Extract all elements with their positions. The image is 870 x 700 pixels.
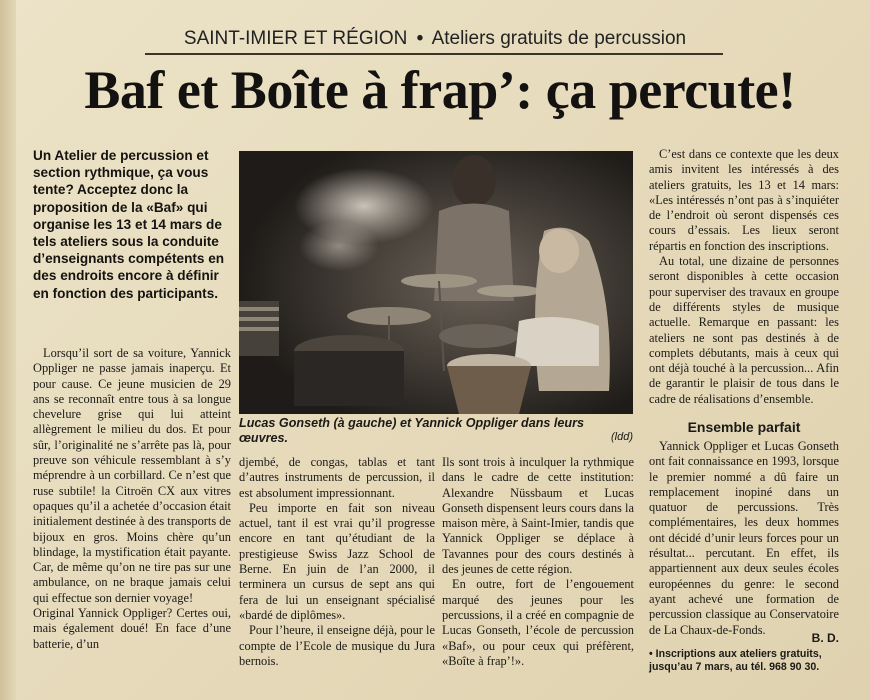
- col2-paragraph-2: Peu importe en fait son niveau actuel, tant il est vrai qu’il progresse encore en tant qu’étudiant de la prestigieuse Swiss Jazz School de Berne. En juin de l’an 2000, il terminera un cursus de sept ans qui fera de lui un enseignant spécialisé «bardé de diplômes».: [239, 500, 435, 622]
- photo-caption: Lucas Gonseth (à gauche) et Yannick Oppliger dans leurs œuvres.: [239, 416, 585, 445]
- page-edge: [0, 0, 16, 700]
- col4-paragraph-3: Yannick Oppliger et Lucas Gonseth ont fait connaissance en 1993, lorsque le premier nommé a dû faire un remplacement inopiné dans un quatuor de percussions. Très complémentaires, les deux hommes ont décidé d’unir leurs forces pour un résultat... percutant. En effet, ils appartiennent aux deux seules écoles européennes du genre: le second ayant achevé une formation de percussion classique au Conservatoire de La Chaux-de-Fonds.: [649, 439, 839, 637]
- kicker-line: [145, 28, 725, 50]
- headline: Baf et Boîte à frap’: ça percute!: [84, 60, 796, 120]
- col4-paragraph-2: Au total, une dizaine de personnes seront disponibles à cette occasion pour superviser des travaux en groupe de différents styles de musique actuelle. Remarque en passant: les ateliers ne sont pas destinés à de complets débutants, mais à ceux qui ont déjà touché à la percussion... Afin de garantir le plaisir de tous dans le cadre de réalisations d’ensemble.: [649, 254, 839, 406]
- registration-footnote: • Inscriptions aux ateliers gratuits, jusqu’au 7 mars, au tél. 968 90 30.: [649, 648, 822, 673]
- col1-paragraph-2: Original Yannick Oppliger? Certes oui, mais également doué! En face d’une batterie, d’un: [33, 606, 231, 651]
- kicker-topic: Ateliers gratuits de percussion: [431, 28, 687, 49]
- col3-paragraph-1: Ils sont trois à inculquer la rythmique dans le cadre de cette institution: Alexandre Nüssbaum et Lucas Gonseth dispensent leurs cours dans la maison mère, à Saint-Imier, tandis que Yannick Oppliger se déplace à Tavannes pour des cours destinés à des jeunes de cette région.: [442, 455, 634, 577]
- col1-paragraph-1: Lorsqu’il sort de sa voiture, Yannick Oppliger ne passe jamais inaperçu. Et pour cause. Ce jeune musicien de 29 ans se reconnaît entre tous à sa longue chevelure grise qui lui atteint allègrement le milieu du dos. Et pour sûr, l’originalité ne s’arrête pas là, pour preuve son véhicule ressemblant à s’y méprendre à un corbillard. Ce n’est que ruse subtile! la Citroën CX aux vitres opaques qu’il a achetée d’occasion était initialement destinée à des transports de bijoux en gros. Moins chère qu’un blindage, la mystification était payante. Car, de même qu’on ne tire pas sur une ambulance, on ne braque jamais celui qui effectue son dernier voyage!: [33, 346, 231, 605]
- column-4-top: [649, 147, 839, 407]
- col4-paragraph-1: C’est dans ce contexte que les deux amis invitent les intéressés à des ateliers gratuits, les 13 et 14 mars: «Les intéressés n’ont pas à s’inquiéter de l’endroit où seront dispensés ces cours d’essais. Les lieux seront répartis en fonction des inscriptions.: [649, 147, 839, 253]
- percussionists-photo: [239, 151, 633, 414]
- kicker-bullet: •: [416, 28, 424, 49]
- subheading: Ensemble parfait: [687, 419, 801, 435]
- column-3: [442, 455, 634, 669]
- col3-paragraph-2: En outre, fort de l’engouement marqué des jeunes pour les percussions, il a créé en compagnie de Lucas Gonseth, l’école de percussion «Baf», ou pour ceux qui préfèrent, «Boîte à frap’!».: [442, 577, 634, 668]
- column-2: [239, 455, 435, 669]
- col2-paragraph-1: djembé, de congas, tablas et tant d’autres instruments de percussion, il est absolument impressionnant.: [239, 455, 435, 500]
- column-1: [33, 346, 231, 652]
- photo-credit: (ldd): [610, 431, 633, 443]
- kicker-rule: [145, 53, 723, 55]
- author-signature: B. D.: [811, 631, 839, 645]
- lead-paragraph: Un Atelier de percussion et section rythmique, ça vous tente? Acceptez donc la proposition de la «Baf» qui organise les 13 et 14 mars de tels ateliers sous la conduite d’enseignants compétents en des endroits encore à définir en fonction des participants.: [33, 148, 225, 301]
- col2-paragraph-3: Pour l’heure, il enseigne déjà, pour le compte de l’Ecole de musique du Jura bernois.: [239, 623, 435, 668]
- kicker-section: SAINT-IMIER ET RÉGION: [183, 28, 408, 49]
- column-4-bottom: [649, 439, 839, 638]
- photo: [239, 151, 633, 414]
